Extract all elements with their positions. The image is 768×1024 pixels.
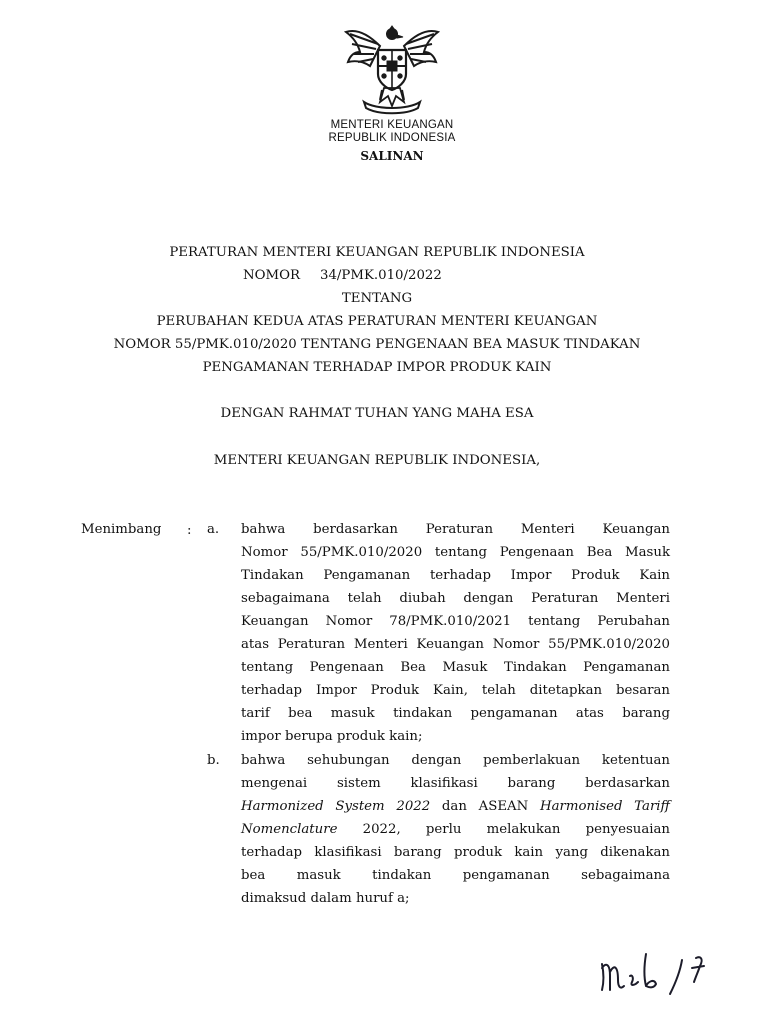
harmonized-system-term: Harmonized System 2022 xyxy=(241,799,431,814)
number-label: NOMOR xyxy=(243,268,301,283)
garuda-emblem-icon xyxy=(340,22,444,118)
item-b-line: dimaksud dalam huruf a; xyxy=(241,891,410,906)
subject-line2: NOMOR 55/PMK.010/2020 TENTANG PENGENAAN BEA MASUK TINDAKAN xyxy=(113,337,641,352)
item-a-line: tentang Pengenaan Bea Masuk Tindakan Pengamanan xyxy=(241,660,670,675)
ministry-name-line1: MENTERI KEUANGAN xyxy=(330,119,454,131)
item-a-marker: a. xyxy=(207,522,220,537)
item-b-line: terhadap klasifikasi barang produk kain yang dikenakan xyxy=(241,845,670,860)
item-b-line-mixed xyxy=(241,822,670,845)
harmonised-tariff-term: Harmonised Tariff xyxy=(539,799,670,814)
item-b-line-mixed xyxy=(241,799,670,822)
item-a-line: sebagaimana telah diubah dengan Peraturan Menteri xyxy=(241,591,670,606)
about-label: TENTANG xyxy=(341,291,413,306)
considering-colon: : xyxy=(187,523,192,538)
number-value: 34/PMK.010/2022 xyxy=(320,268,442,283)
subject-line1: PERUBAHAN KEDUA ATAS PERATURAN MENTERI KEUANGAN xyxy=(156,314,598,329)
item-a-line: Tindakan Pengamanan terhadap Impor Produk Kain xyxy=(241,568,670,583)
item-a-line: tarif bea masuk tindakan pengamanan atas barang xyxy=(241,706,670,721)
subject-line3: PENGAMANAN TERHADAP IMPOR PRODUK KAIN xyxy=(202,360,552,375)
ministry-name-line2: REPUBLIK INDONESIA xyxy=(328,132,456,144)
considering-item-a xyxy=(241,522,670,752)
item-a-line: impor berupa produk kain; xyxy=(241,729,423,744)
item-b-text: 2022, perlu melakukan penyesuaian xyxy=(362,822,671,837)
item-b-text: dan ASEAN xyxy=(441,799,529,814)
item-b-line: bahwa sehubungan dengan pemberlakuan ketentuan xyxy=(241,753,670,768)
issuer: MENTERI KEUANGAN REPUBLIK INDONESIA, xyxy=(213,453,541,468)
copy-label: SALINAN xyxy=(360,149,424,163)
item-a-line: terhadap Impor Produk Kain, telah ditetapkan besaran xyxy=(241,683,670,698)
item-a-line: Keuangan Nomor 78/PMK.010/2021 tentang Perubahan xyxy=(241,614,670,629)
item-a-line: bahwa berdasarkan Peraturan Menteri Keuangan xyxy=(241,522,670,537)
regulation-title: PERATURAN MENTERI KEUANGAN REPUBLIK INDONESIA xyxy=(169,245,585,260)
invocation: DENGAN RAHMAT TUHAN YANG MAHA ESA xyxy=(220,406,534,421)
considering-label: Menimbang xyxy=(81,522,162,537)
item-b-line: bea masuk tindakan pengamanan sebagaimana xyxy=(241,868,670,883)
considering-item-b xyxy=(241,753,670,914)
item-b-line: mengenai sistem klasifikasi barang berdasarkan xyxy=(241,776,670,791)
handwritten-signature-icon xyxy=(596,946,716,1002)
item-a-line: Nomor 55/PMK.010/2020 tentang Pengenaan Bea Masuk xyxy=(241,545,670,560)
item-b-marker: b. xyxy=(207,753,220,768)
nomenclature-term: Nomenclature xyxy=(241,822,338,837)
item-a-line: atas Peraturan Menteri Keuangan Nomor 55/PMK.010/2020 xyxy=(241,637,670,652)
